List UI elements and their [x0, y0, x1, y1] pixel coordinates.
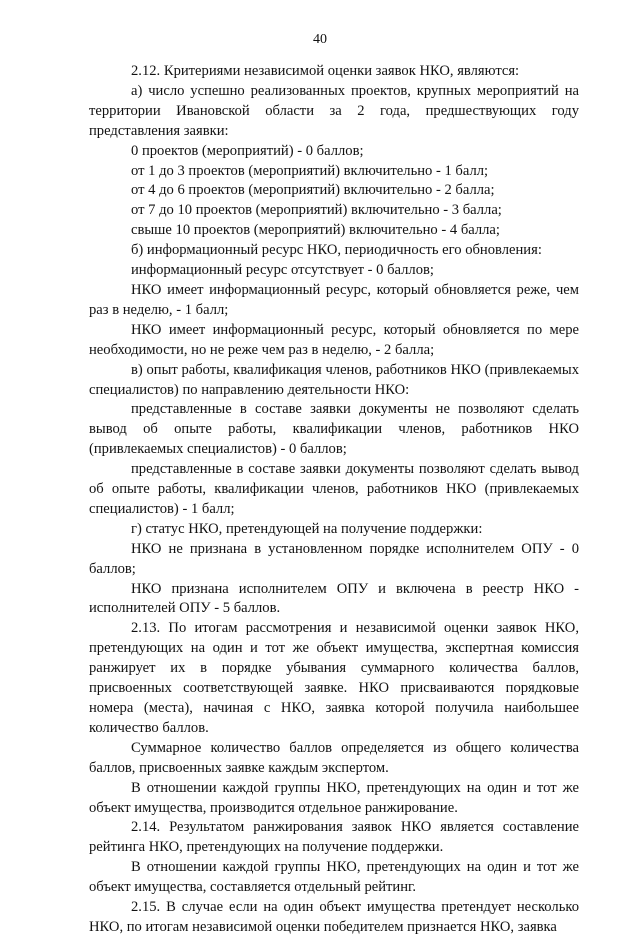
paragraph-2-15: 2.15. В случае если на один объект имущества претендует несколько НКО, по итогам независимой оценки победителем признается НКО, заявка	[89, 899, 579, 935]
paragraph-group-rating: В отношении каждой группы НКО, претендующих на один и тот же объект имущества, составляется отдельный рейтинг.	[89, 859, 579, 896]
page-number: 40	[313, 32, 327, 47]
paragraph-group-ranking: В отношении каждой группы НКО, претендующих на один и тот же объект имущества, производится отдельное ранжирование.	[89, 779, 579, 816]
paragraph-2-13: 2.13. По итогам рассмотрения и независимой оценки заявок НКО, претендующих на один и тот же объект имущества, экспертная комиссия ранжирует их в порядке убывания суммарного количества баллов, присвоенных соответствующей заявке. НКО присваиваются порядковые номера (места), начиная с НКО, заявка которой получила наибольшее количество баллов.	[89, 620, 579, 736]
criterion-b-option-2: НКО имеет информационный ресурс, который обновляется по мере необходимости, но не реже чем раз в неделю, - 2 балла;	[89, 321, 579, 358]
criterion-v-option-1: представленные в составе заявки документы позволяют сделать вывод об опыте работы, квалификации членов, работников НКО (привлекаемых специалистов) - 1 балл;	[89, 461, 579, 517]
criterion-b: б) информационный ресурс НКО, периодичность его обновления:	[131, 242, 542, 259]
criterion-a-option-0: 0 проектов (мероприятий) - 0 баллов;	[131, 142, 364, 159]
paragraph-2-12: 2.12. Критериями независимой оценки заявок НКО, являются:	[131, 63, 520, 79]
paragraph-total-score: Суммарное количество баллов определяется из общего количества баллов, присвоенных заявке каждым экспертом.	[89, 739, 579, 776]
paragraph-2-14: 2.14. Результатом ранжирования заявок НКО является составление рейтинга НКО, претендующих на получение поддержки.	[89, 819, 579, 856]
criterion-a-option-2: от 4 до 6 проектов (мероприятий) включительно - 2 балла;	[131, 182, 495, 199]
criterion-a-option-1: от 1 до 3 проектов (мероприятий) включительно - 1 балл;	[131, 162, 489, 179]
criterion-g: г) статус НКО, претендующей на получение поддержки:	[131, 520, 483, 537]
criterion-v: в) опыт работы, квалификация членов, работников НКО (привлекаемых специалистов) по направлению деятельности НКО:	[89, 361, 579, 398]
criterion-v-option-0: представленные в составе заявки документы не позволяют сделать вывод об опыте работы, квалификации членов, работников НКО (привлекаемых специалистов) - 0 баллов;	[89, 401, 579, 458]
criterion-a-option-3: от 7 до 10 проектов (мероприятий) включительно - 3 балла;	[131, 202, 502, 219]
criterion-b-option-1: НКО имеет информационный ресурс, который обновляется реже, чем раз в неделю, - 1 балл;	[89, 281, 579, 318]
criterion-a: а) число успешно реализованных проектов, крупных мероприятий на территории Ивановской области за 2 года, предшествующих году представления заявки:	[89, 82, 579, 139]
document-body	[89, 62, 579, 938]
criterion-g-option-1: НКО признана исполнителем ОПУ и включена в реестр НКО - исполнителей ОПУ - 5 баллов.	[89, 580, 579, 617]
criterion-g-option-0: НКО не признана в установленном порядке исполнителем ОПУ - 0 баллов;	[89, 540, 579, 577]
criterion-b-option-0: информационный ресурс отсутствует - 0 баллов;	[131, 262, 434, 279]
criterion-a-option-4: свыше 10 проектов (мероприятий) включительно - 4 балла;	[131, 222, 500, 239]
